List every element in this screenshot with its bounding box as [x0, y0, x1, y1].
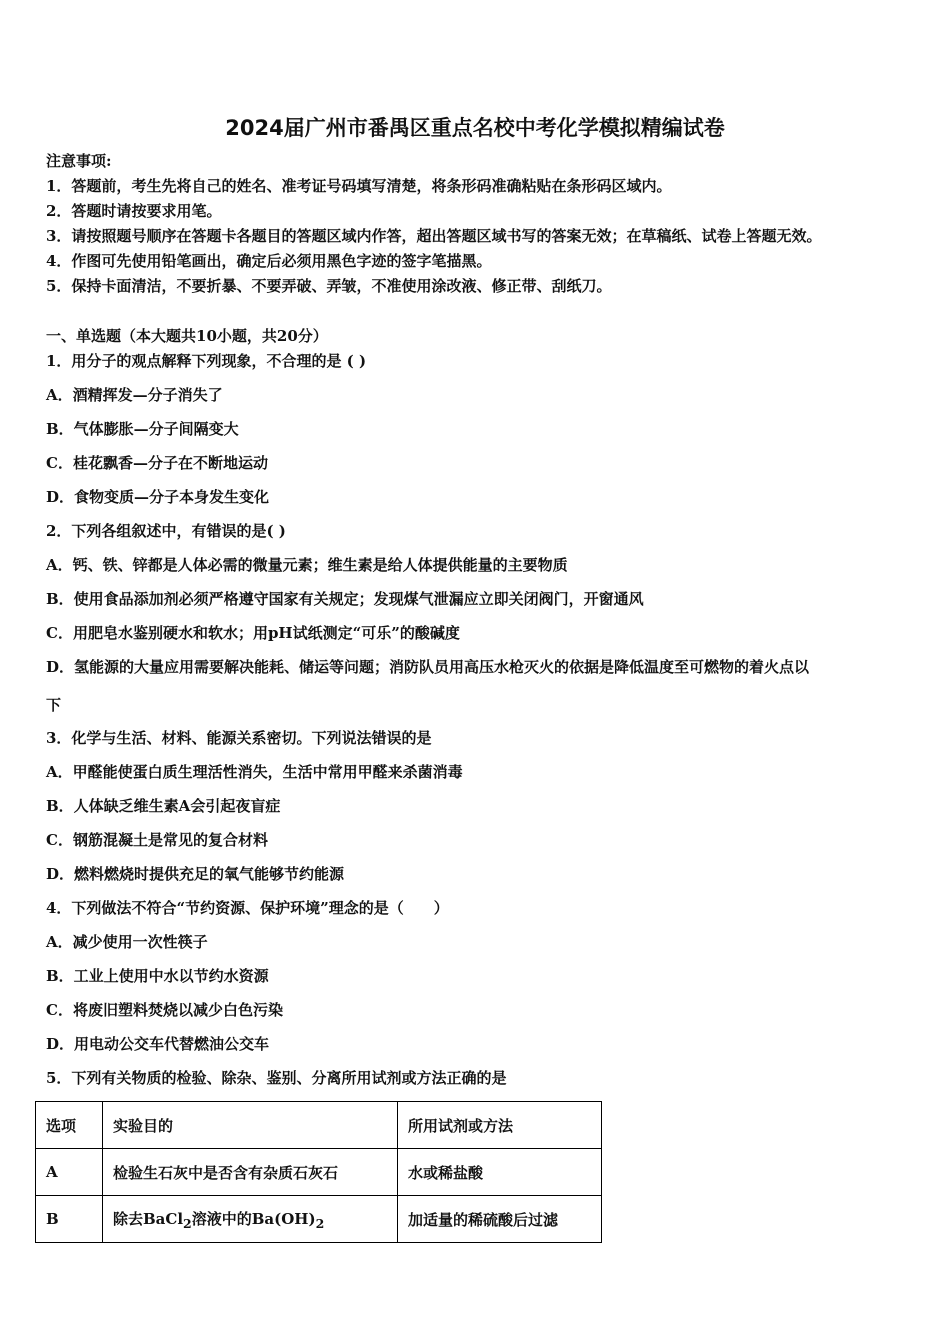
notice-item: 2．答题时请按要求用笔。	[46, 202, 222, 220]
option: C．钢筋混凝土是常见的复合材料	[46, 831, 268, 849]
option: A．钙、铁、锌都是人体必需的微量元素；维生素是给人体提供能量的主要物质	[46, 556, 568, 574]
notice-item: 3．请按照题号顺序在答题卡各题目的答题区域内作答，超出答题区域书写的答案无效；在草稿纸、试卷上答题无效。	[46, 227, 822, 245]
table-cell: A	[36, 1149, 103, 1196]
table-header-row	[36, 1102, 602, 1149]
table-cell: 检验生石灰中是否含有杂质石灰石	[103, 1149, 398, 1196]
table-row	[36, 1149, 602, 1196]
option: A．酒精挥发—分子消失了	[46, 386, 223, 404]
option: B．使用食品添加剂必须严格遵守国家有关规定；发现煤气泄漏应立即关闭阀门，开窗通风	[46, 590, 644, 608]
header-cell: 选项	[36, 1102, 103, 1149]
option: D．氢能源的大量应用需要解决能耗、储运等问题；消防队员用高压水枪灭火的依据是降低温度至可燃物的着火点以	[46, 658, 810, 676]
table-row	[36, 1196, 602, 1243]
option: C．桂花飘香—分子在不断地运动	[46, 454, 268, 472]
question-stem: 2．下列各组叙述中，有错误的是( )	[46, 522, 286, 540]
table-cell: 水或稀盐酸	[398, 1149, 602, 1196]
options-table	[35, 1101, 602, 1243]
section-heading: 一、单选题（本大题共10小题，共20分）	[46, 327, 328, 345]
table-cell: B	[36, 1196, 103, 1243]
purpose-text: 除去BaCl	[113, 1209, 184, 1228]
option: D．燃料燃烧时提供充足的氧气能够节约能源	[46, 865, 345, 883]
notice-heading: 注意事项:	[46, 152, 112, 170]
option: B．人体缺乏维生素A会引起夜盲症	[46, 797, 281, 815]
option: B．工业上使用中水以节约水资源	[46, 967, 269, 985]
subscript: 2	[183, 1215, 192, 1231]
option: C．用肥皂水鉴别硬水和软水；用pH试纸测定“可乐”的酸碱度	[46, 624, 460, 642]
option: D．食物变质—分子本身发生变化	[46, 488, 270, 506]
option: B．气体膨胀—分子间隔变大	[46, 420, 239, 438]
option: A．甲醛能使蛋白质生理活性消失，生活中常用甲醛来杀菌消毒	[46, 763, 463, 781]
table-cell	[103, 1196, 398, 1243]
option: A．减少使用一次性筷子	[46, 933, 208, 951]
option: D．用电动公交车代替燃油公交车	[46, 1035, 270, 1053]
question-stem: 3．化学与生活、材料、能源关系密切。下列说法错误的是	[46, 729, 432, 747]
notice-item: 5．保持卡面清洁，不要折暴、不要弄破、弄皱，不准使用涂改液、修正带、刮纸刀。	[46, 277, 612, 295]
option: C．将废旧塑料焚烧以减少白色污染	[46, 1001, 283, 1019]
question-stem: 1．用分子的观点解释下列现象，不合理的是 ( )	[46, 352, 367, 370]
subscript: 2	[315, 1215, 325, 1231]
table-cell: 加适量的稀硫酸后过滤	[398, 1196, 602, 1243]
question-stem: 5．下列有关物质的检验、除杂、鉴别、分离所用试剂或方法正确的是	[46, 1069, 507, 1087]
page-title: 2024届广州市番禺区重点名校中考化学模拟精编试卷	[225, 116, 725, 140]
notice-item: 1．答题前，考生先将自己的姓名、准考证号码填写清楚，将条形码准确粘贴在条形码区域内。	[46, 177, 672, 195]
purpose-text: 溶液中的Ba(OH)	[191, 1209, 316, 1228]
question-stem: 4．下列做法不符合“节约资源、保护环境”理念的是（ ）	[46, 899, 449, 917]
option-continuation: 下	[46, 696, 62, 714]
header-cell: 所用试剂或方法	[398, 1102, 602, 1149]
notice-item: 4．作图可先使用铅笔画出，确定后必须用黑色字迹的签字笔描黑。	[46, 252, 492, 270]
header-cell: 实验目的	[103, 1102, 398, 1149]
